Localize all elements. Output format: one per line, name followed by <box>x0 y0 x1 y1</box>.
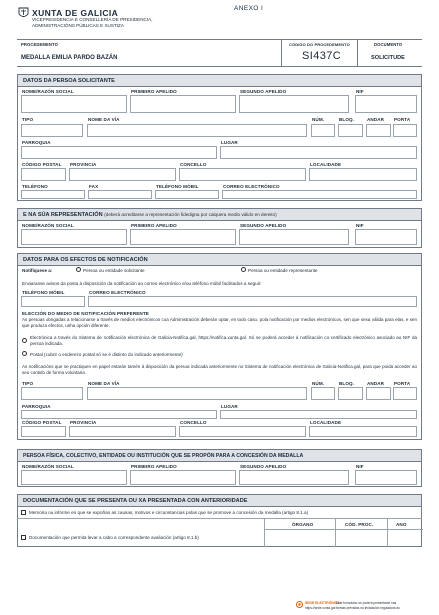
document-divider <box>357 40 358 67</box>
applicant-council-input[interactable] <box>179 168 306 181</box>
sede-text-1: Este formulario só poderá presentarse nas <box>336 601 397 605</box>
applicant-nif-input[interactable] <box>355 95 417 113</box>
notification-locality-label: LOCALIDADE <box>310 420 342 425</box>
applicant-phone-label: TELÉFONO <box>22 184 48 189</box>
notification-block-label: BLOQ. <box>339 381 355 386</box>
postal-option-radio[interactable] <box>22 351 27 356</box>
notification-floor-input[interactable] <box>366 387 391 400</box>
postal-option-text: Postal (cubrir o enderezo postal só se é distinto do indicado anteriormente) <box>30 352 183 357</box>
representative-name-label: NOME/RAZÓN SOCIAL <box>22 223 74 228</box>
nominee-surname2-label: SEGUNDO APELIDO <box>240 464 287 469</box>
applicant-parish-label: PARROQUIA <box>22 140 51 145</box>
document-label: DOCUMENTO <box>374 42 403 47</box>
document-evaluation-checkbox[interactable] <box>21 535 26 540</box>
notification-postal-input[interactable] <box>21 426 66 437</box>
notify-applicant-radio[interactable] <box>76 267 81 272</box>
sede-text-2: formas previstas na lexislación reguladora do <box>336 606 400 610</box>
applicant-surname2-label: SEGUNDO APELIDO <box>240 89 287 94</box>
applicant-section-title: DATOS DA PERSOA SOLICITANTE <box>18 75 421 87</box>
applicant-num-label: NÚM. <box>312 117 325 122</box>
document-memoria-label: Memoria ou informe en que se expoñan as causas, motivos e circunstancias polas que se promove a concesión da medalla (artigo 8.1.a) <box>29 510 309 515</box>
notification-parish-label: PARROQUIA <box>22 404 51 409</box>
procedure-name: MEDALLA EMILIA PARDO BAZÁN <box>21 55 118 61</box>
sede-url[interactable]: https://sede.xunta.gal <box>305 606 336 610</box>
applicant-surname2-input[interactable] <box>239 95 349 113</box>
nominee-name-input[interactable] <box>21 470 127 485</box>
notification-province-label: PROVINCIA <box>70 420 97 425</box>
applicant-postal-label: CÓDIGO POSTAL <box>22 162 62 167</box>
notify-applicant-label: Persoa ou entidade solicitante <box>83 268 145 273</box>
applicant-email-input[interactable] <box>222 190 417 199</box>
notification-street-input[interactable] <box>87 387 307 400</box>
notification-section-title: DATOS PARA OS EFECTOS DE NOTIFICACIÓN <box>18 254 421 266</box>
applicant-surname1-label: PRIMEIRO APELIDO <box>131 89 177 94</box>
document-year-input[interactable] <box>387 530 421 546</box>
notification-council-label: CONCELLO <box>180 420 207 425</box>
procedure-code: SI437C <box>302 50 342 62</box>
notification-council-input[interactable] <box>179 426 306 437</box>
applicant-floor-label: ANDAR <box>367 117 385 122</box>
notification-num-label: NÚM. <box>312 381 325 386</box>
applicant-mobile-label: TELÉFONO MÓBIL <box>156 184 199 189</box>
procedure-code-divider <box>281 40 282 67</box>
notification-province-input[interactable] <box>69 426 176 437</box>
notification-mobile-label: TELÉFONO MÓBIL <box>22 290 65 295</box>
nominee-surname2-input[interactable] <box>239 470 349 485</box>
notification-type-label: TIPO <box>22 381 34 386</box>
representative-section-title <box>18 209 421 221</box>
applicant-door-label: PORTA <box>394 117 411 122</box>
applicant-num-input[interactable] <box>311 124 335 137</box>
notification-street-label: NOME DA VÍA <box>88 381 120 386</box>
annex-label: ANEXO I <box>234 5 264 12</box>
sede-logo-icon <box>296 601 303 608</box>
applicant-province-input[interactable] <box>69 168 176 181</box>
notification-door-input[interactable] <box>393 387 417 400</box>
representative-title: E NA SÚA REPRESENTACIÓN <box>23 212 103 218</box>
notification-email-label: CORREO ELECTRÓNICO <box>89 290 146 295</box>
notification-parish-input[interactable] <box>21 410 217 419</box>
procedure-row <box>17 39 422 67</box>
representative-surname2-input[interactable] <box>239 229 349 245</box>
representative-title-note: (deberá acreditarse a representación fidedigna por calquera medio válido en dereito) <box>104 212 277 217</box>
document-memoria-checkbox[interactable] <box>21 510 26 515</box>
notification-mobile-input[interactable] <box>21 296 85 307</box>
applicant-fax-input[interactable] <box>88 190 152 199</box>
documents-col-code: CÓD. PROC. <box>345 522 374 527</box>
applicant-postal-input[interactable] <box>21 168 66 181</box>
applicant-place-input[interactable] <box>220 146 417 159</box>
applicant-street-label: NOME DA VÍA <box>88 117 120 122</box>
notify-representative-radio[interactable] <box>241 267 246 272</box>
documents-col-year: ANO <box>396 522 407 527</box>
notify-representative-label: Persoa ou entidade representante <box>248 268 318 273</box>
applicant-province-label: PROVINCIA <box>70 162 97 167</box>
logo-text: XUNTA DE GALICIA <box>32 8 119 18</box>
procedure-label: PROCEDEMENTO <box>21 42 58 47</box>
nominee-nif-label: NIF <box>356 464 364 469</box>
notification-email-input[interactable] <box>88 296 417 307</box>
notification-door-label: PORTA <box>394 381 411 386</box>
applicant-block-label: BLOQ. <box>339 117 355 122</box>
documents-col-body: ÓRGANO <box>292 522 314 527</box>
nominee-surname1-label: PRIMEIRO APELIDO <box>131 464 177 469</box>
applicant-phone-input[interactable] <box>21 190 85 199</box>
representative-surname1-input[interactable] <box>130 229 236 245</box>
notice-text: Enviaranse avisos da posta á disposición da notificación ao correo electrónico e/ou teléfono móbil facilitados a seguir: <box>22 281 262 286</box>
medium-text: As persoas obrigadas a relacionarse a través de medios electrónicos coa Administración deberán optar, en todo caso, pola notificación por medios electrónicos, sen que sexa válida para elas, e sen que produza efectos, unha opción diferente. <box>22 317 417 328</box>
applicant-fax-label: FAX <box>89 184 99 189</box>
applicant-email-label: CORREO ELECTRÓNICO <box>223 184 280 189</box>
representative-surname2-label: SEGUNDO APELIDO <box>240 223 287 228</box>
sede-footer <box>296 600 436 614</box>
notification-type-input[interactable] <box>21 387 83 400</box>
applicant-parish-input[interactable] <box>21 146 217 159</box>
applicant-floor-input[interactable] <box>366 124 391 137</box>
medium-title: ELECCIÓN DO MEDIO DE NOTIFICACIÓN PREFERENTE <box>22 311 149 316</box>
nominee-name-label: NOME/RAZÓN SOCIAL <box>22 464 74 469</box>
applicant-mobile-input[interactable] <box>155 190 219 199</box>
applicant-type-label: TIPO <box>22 117 34 122</box>
electronic-option-text: Electrónica a través do Sistema de notificación electrónica de Galicia-Notifica.gal, https://notifica.xunta.gal. Só se poderá acceder á notificación co certificado electrónico asociado ao NIF da persoa indicada. <box>30 335 417 346</box>
representative-nif-input[interactable] <box>355 229 417 245</box>
documents-section-title: DOCUMENTACIÓN QUE SE PRESENTA OU XA PRESENTADA CON ANTERIORIDADE <box>18 495 421 507</box>
procedure-code-label: CÓDIGO DO PROCEDEMENTO <box>289 42 350 47</box>
document-evaluation-label: Documentación que permita levar a cabo a correspondente avaliación (artigo 8.1.b) <box>29 535 199 540</box>
applicant-name-label: NOME/RAZÓN SOCIAL <box>22 89 74 94</box>
applicant-place-label: LUGAR <box>221 140 238 145</box>
applicant-nif-label: NIF <box>356 89 364 94</box>
applicant-street-input[interactable] <box>87 124 307 137</box>
notification-block-input[interactable] <box>338 387 363 400</box>
nominee-surname1-input[interactable] <box>130 470 236 485</box>
nominee-section-title: PERSOA FÍSICA, COLECTIVO, ENTIDADE OU INSTITUCIÓN QUE SE PROPÓN PARA A CONCESIÓN DA MEDALLA <box>18 450 421 462</box>
notify-label: Notifíquese a: <box>22 268 53 273</box>
representative-name-input[interactable] <box>21 229 127 245</box>
notification-locality-input[interactable] <box>309 426 417 437</box>
document-code-input[interactable] <box>335 530 386 546</box>
representative-nif-label: NIF <box>356 223 364 228</box>
representative-surname1-label: PRIMEIRO APELIDO <box>131 223 177 228</box>
document-body-input[interactable] <box>265 530 334 546</box>
electronic-option-radio[interactable] <box>22 338 27 343</box>
notification-place-label: LUGAR <box>221 404 238 409</box>
notification-place-input[interactable] <box>220 410 417 419</box>
postal-note-text: As notificacións que se practiquen en papel estarán tamén á disposición da persoa indicada anteriormente no Sistema de notificación electrónica de Galicia-Notifica.gal, para que poida acceder ao seu contido de forma voluntaria. <box>22 364 417 375</box>
notification-floor-label: ANDAR <box>367 381 385 386</box>
applicant-locality-input[interactable] <box>309 168 417 181</box>
applicant-door-input[interactable] <box>393 124 417 137</box>
applicant-locality-label: LOCALIDADE <box>310 162 342 167</box>
notification-postal-label: CÓDIGO POSTAL <box>22 420 62 425</box>
applicant-council-label: CONCELLO <box>180 162 207 167</box>
applicant-name-input[interactable] <box>21 95 127 113</box>
sede-brand: SEDE ELECTRÓNICA <box>305 601 340 605</box>
department-line-1: VICEPRESIDENCIA E CONSELLERÍA DE PRESIDENCIA, <box>32 17 153 22</box>
applicant-surname1-input[interactable] <box>130 95 236 113</box>
notification-num-input[interactable] <box>311 387 335 400</box>
applicant-type-input[interactable] <box>21 124 83 137</box>
document-type: SOLICITUDE <box>371 55 405 61</box>
department-line-2: ADMINISTRACIÓNS PÚBLICAS E XUSTIZA <box>32 23 124 28</box>
nominee-nif-input[interactable] <box>355 470 417 485</box>
xunta-emblem-icon <box>18 7 29 19</box>
applicant-block-input[interactable] <box>338 124 363 137</box>
